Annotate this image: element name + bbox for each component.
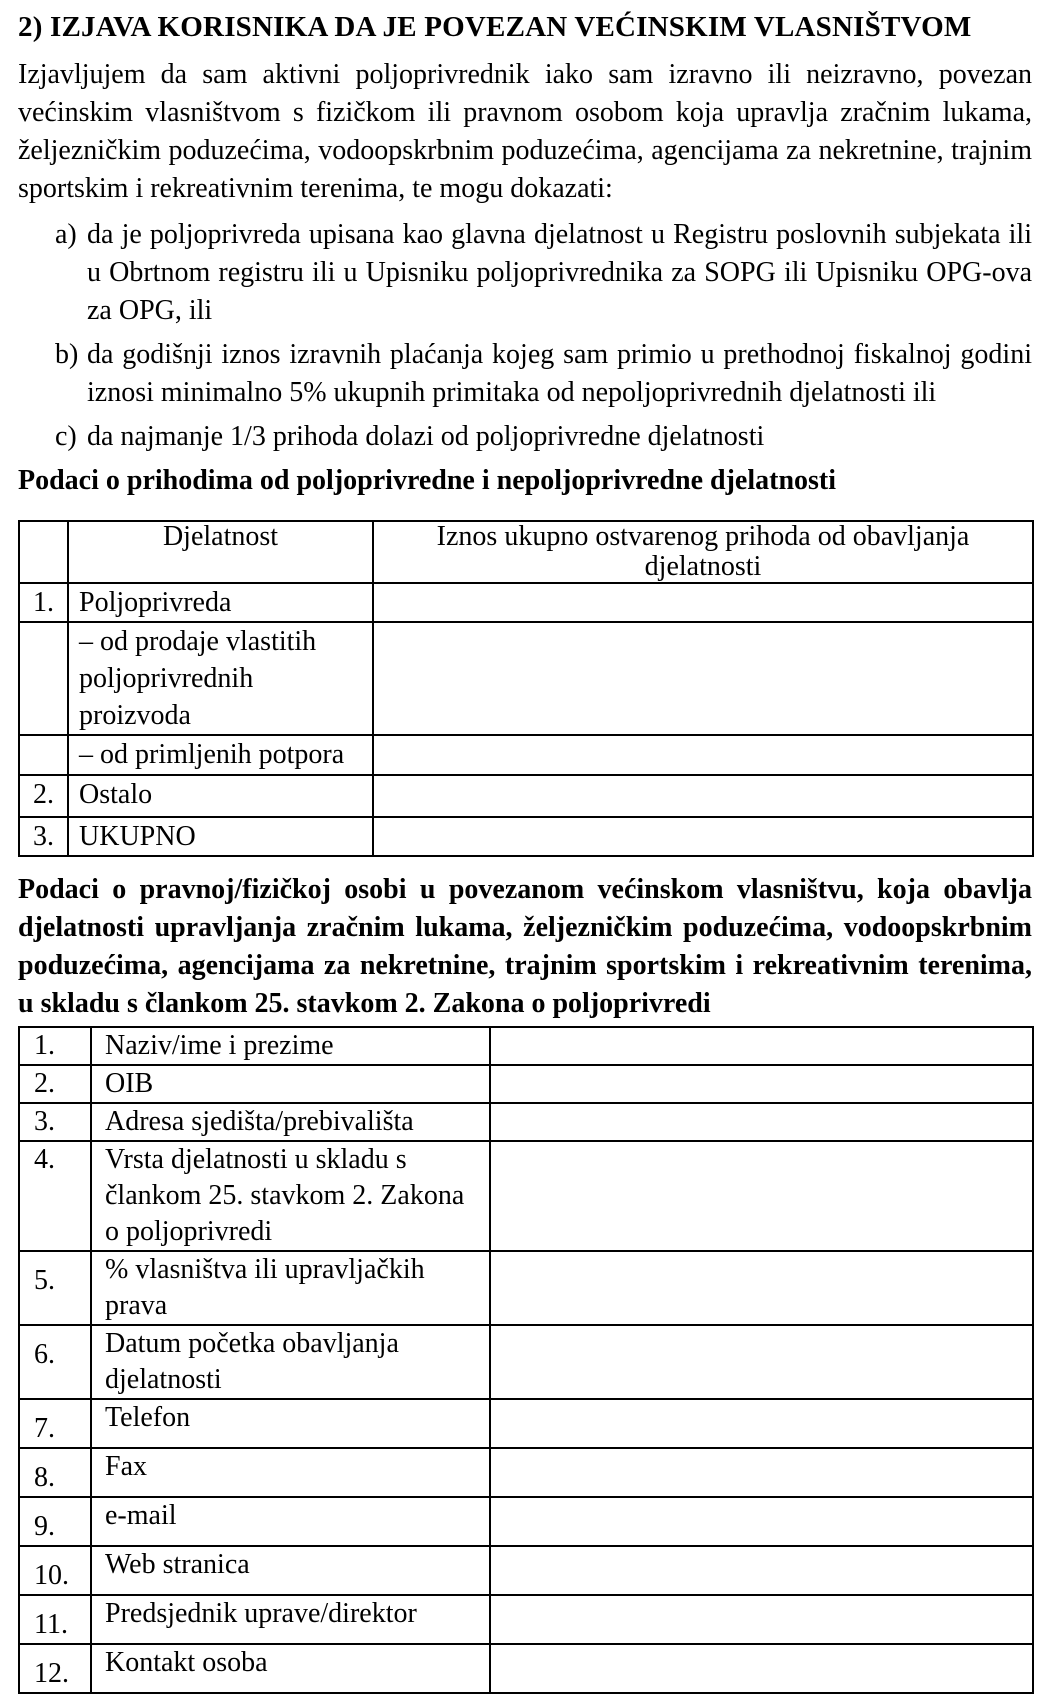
list-item-text: da najmanje 1/3 prihoda dolazi od poljoprivredne djelatnosti: [87, 421, 765, 452]
list-item: [18, 216, 1032, 330]
row-value-cell[interactable]: [490, 1065, 1033, 1103]
row-number: 9.: [19, 1497, 91, 1546]
row-label: Kontakt osoba: [91, 1644, 490, 1693]
table-row: [19, 1103, 1033, 1141]
income-table: [18, 520, 1034, 857]
list-item: [18, 336, 1032, 412]
row-value-cell[interactable]: [490, 1325, 1033, 1399]
intro-paragraph: Izjavljujem da sam aktivni poljoprivrednik iako sam izravno ili neizravno, povezan većinskim vlasništvom s fizičkom ili pravnom osobom koja upravlja zračnim lukama, željezničkim poduzećima, vodoopskrbnim poduzećima, agencijama za nekretnine, trajnim sportskim i rekreativnim terenima, te mogu dokazati:: [18, 59, 1032, 204]
row-number: 5.: [19, 1251, 91, 1325]
table-row: [19, 1065, 1033, 1103]
list-marker: c): [55, 421, 77, 452]
table-row: [19, 1595, 1033, 1644]
row-number: 12.: [19, 1644, 91, 1693]
row-label: Telefon: [91, 1399, 490, 1448]
row-number: 11.: [19, 1595, 91, 1644]
row-value-cell[interactable]: [490, 1399, 1033, 1448]
row-value-cell[interactable]: [490, 1027, 1033, 1065]
list-marker: b): [55, 339, 79, 370]
list-item: [18, 418, 1032, 456]
row-value-cell[interactable]: [373, 735, 1033, 775]
row-value-cell[interactable]: [490, 1141, 1033, 1251]
row-number: 2.: [19, 1065, 91, 1103]
row-value-cell[interactable]: [373, 817, 1033, 856]
income-header-row: [19, 521, 1033, 583]
row-label: e-mail: [91, 1497, 490, 1546]
row-value-cell[interactable]: [373, 622, 1033, 735]
row-label: % vlasništva ili upravljačkih prava: [91, 1251, 490, 1325]
income-table-header: [19, 521, 1033, 583]
row-label: Datum početka obavljanja djelatnosti: [91, 1325, 490, 1399]
row-number: [19, 622, 68, 735]
row-label: Adresa sjedišta/prebivališta: [91, 1103, 490, 1141]
row-number: 8.: [19, 1448, 91, 1497]
row-label: – od primljenih potpora: [68, 735, 373, 775]
row-number: 10.: [19, 1546, 91, 1595]
row-number: 2.: [19, 775, 68, 817]
entity-table: [18, 1026, 1034, 1694]
row-number: 1.: [19, 583, 68, 622]
row-number: 4.: [19, 1141, 91, 1251]
table-row: [19, 817, 1033, 856]
row-label: Web stranica: [91, 1546, 490, 1595]
table-row: [19, 1399, 1033, 1448]
row-label: Vrsta djelatnosti u skladu s člankom 25. stavkom 2. Zakona o poljoprivredi: [91, 1141, 490, 1251]
table-row: [19, 1141, 1033, 1251]
row-number: 3.: [19, 1103, 91, 1141]
row-value-cell[interactable]: [490, 1644, 1033, 1693]
income-header-activity: Djelatnost: [68, 521, 373, 583]
table-row: [19, 1546, 1033, 1595]
list-item-text: da je poljoprivreda upisana kao glavna djelatnost u Registru poslovnih subjekata ili u Obrtnom registru ili u Upisniku poljoprivrednika za SOPG ili Upisniku OPG-ova za OPG, ili: [87, 219, 1032, 326]
table-row: [19, 1497, 1033, 1546]
table-row: [19, 622, 1033, 735]
proof-list: [18, 216, 1032, 456]
row-number: 7.: [19, 1399, 91, 1448]
row-value-cell[interactable]: [490, 1546, 1033, 1595]
table-row: [19, 735, 1033, 775]
table-row: [19, 1251, 1033, 1325]
row-number: 6.: [19, 1325, 91, 1399]
list-marker: a): [55, 219, 77, 250]
income-header-empty: [19, 521, 68, 583]
row-label: Naziv/ime i prezime: [91, 1027, 490, 1065]
row-value-cell[interactable]: [490, 1103, 1033, 1141]
table-row: [19, 1448, 1033, 1497]
row-value-cell[interactable]: [490, 1251, 1033, 1325]
row-label: – od prodaje vlastitih poljoprivrednih proizvoda: [68, 622, 373, 735]
row-value-cell[interactable]: [490, 1497, 1033, 1546]
row-value-cell[interactable]: [373, 583, 1033, 622]
entity-section-paragraph: Podaci o pravnoj/fizičkoj osobi u povezanom većinskom vlasništvu, koja obavlja djelatnosti upravljanja zračnim lukama, željezničkim poduzećima, vodoopskrbnim poduzećima, agencijama za nekretnine, trajnim sportskim i rekreativnim terenima, u skladu s člankom 25. stavkom 2. Zakona o poljoprivredi: [18, 874, 1032, 1019]
table-row: [19, 775, 1033, 817]
table-row: [19, 1644, 1033, 1693]
table-row: [19, 1027, 1033, 1065]
row-label: UKUPNO: [68, 817, 373, 856]
income-section-heading: Podaci o prihodima od poljoprivredne i nepoljoprivredne djelatnosti: [18, 465, 837, 496]
row-value-cell[interactable]: [490, 1448, 1033, 1497]
table-row: [19, 1325, 1033, 1399]
row-number: [19, 735, 68, 775]
page-title: 2) IZJAVA KORISNIKA DA JE POVEZAN VEĆINSKIM VLASNIŠTVOM: [18, 11, 972, 43]
row-label: OIB: [91, 1065, 490, 1103]
row-number: 1.: [19, 1027, 91, 1065]
income-header-amount: Iznos ukupno ostvarenog prihoda od obavljanja djelatnosti: [373, 521, 1033, 583]
row-label: Ostalo: [68, 775, 373, 817]
row-label: Predsjednik uprave/direktor: [91, 1595, 490, 1644]
table-row: [19, 583, 1033, 622]
row-value-cell[interactable]: [373, 775, 1033, 817]
row-label: Poljoprivreda: [68, 583, 373, 622]
row-label: Fax: [91, 1448, 490, 1497]
list-item-text: da godišnji iznos izravnih plaćanja kojeg sam primio u prethodnoj fiskalnoj godini iznosi minimalno 5% ukupnih primitaka od nepoljoprivrednih djelatnosti ili: [87, 339, 1032, 408]
row-number: 3.: [19, 817, 68, 856]
row-value-cell[interactable]: [490, 1595, 1033, 1644]
